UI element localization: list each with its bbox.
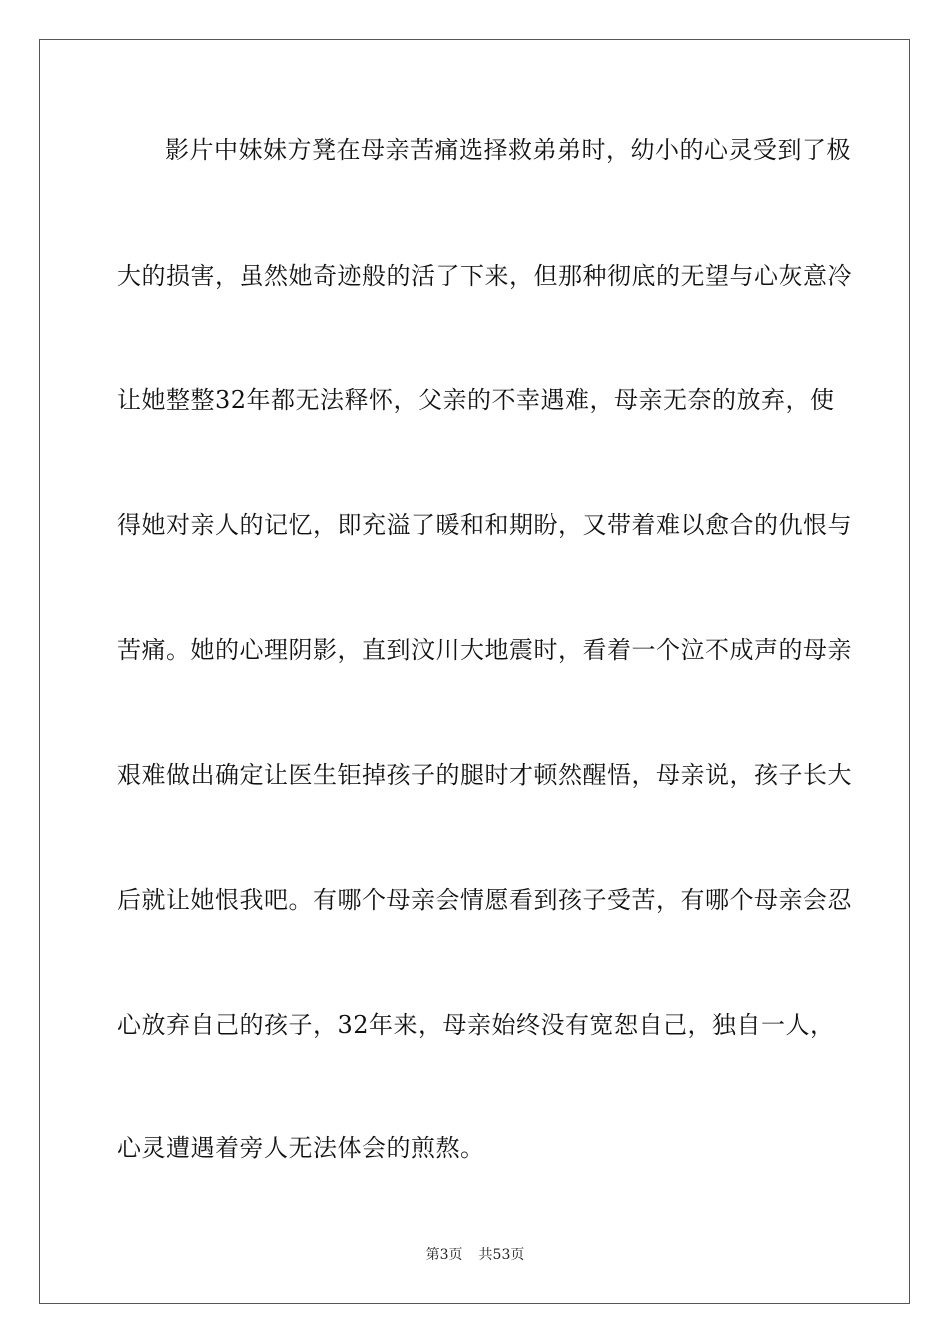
paragraph-line-8: 心放弃自己的孩子，32年来，母亲始终没有宽恕自己，独自一人， — [117, 1011, 835, 1039]
paragraph-line-7: 后就让她恨我吧。有哪个母亲会情愿看到孩子受苦，有哪个母亲会忍 — [117, 886, 852, 914]
total-pages: 共53页 — [478, 1247, 525, 1263]
page-border — [39, 39, 910, 1304]
paragraph-line-4: 得她对亲人的记忆，即充溢了暖和和期盼，又带着难以愈合的仇恨与 — [117, 511, 852, 539]
paragraph-line-2: 大的损害，虽然她奇迹般的活了下来，但那种彻底的无望与心灰意冷 — [117, 262, 852, 290]
paragraph-line-3: 让她整整32年都无法释怀，父亲的不幸遇难，母亲无奈的放弃，使 — [117, 386, 835, 414]
paragraph-line-1: 影片中妹妹方凳在母亲苦痛选择救弟弟时，幼小的心灵受到了极 — [165, 136, 851, 164]
page-footer — [0, 1246, 950, 1264]
paragraph-line-5: 苦痛。她的心理阴影，直到汶川大地震时，看着一个泣不成声的母亲 — [117, 636, 852, 664]
paragraph-line-9: 心灵遭遇着旁人无法体会的煎熬。 — [117, 1134, 485, 1162]
page-number: 第3页 — [425, 1247, 463, 1263]
paragraph-line-6: 艰难做出确定让医生钜掉孩子的腿时才顿然醒悟，母亲说，孩子长大 — [117, 761, 852, 789]
